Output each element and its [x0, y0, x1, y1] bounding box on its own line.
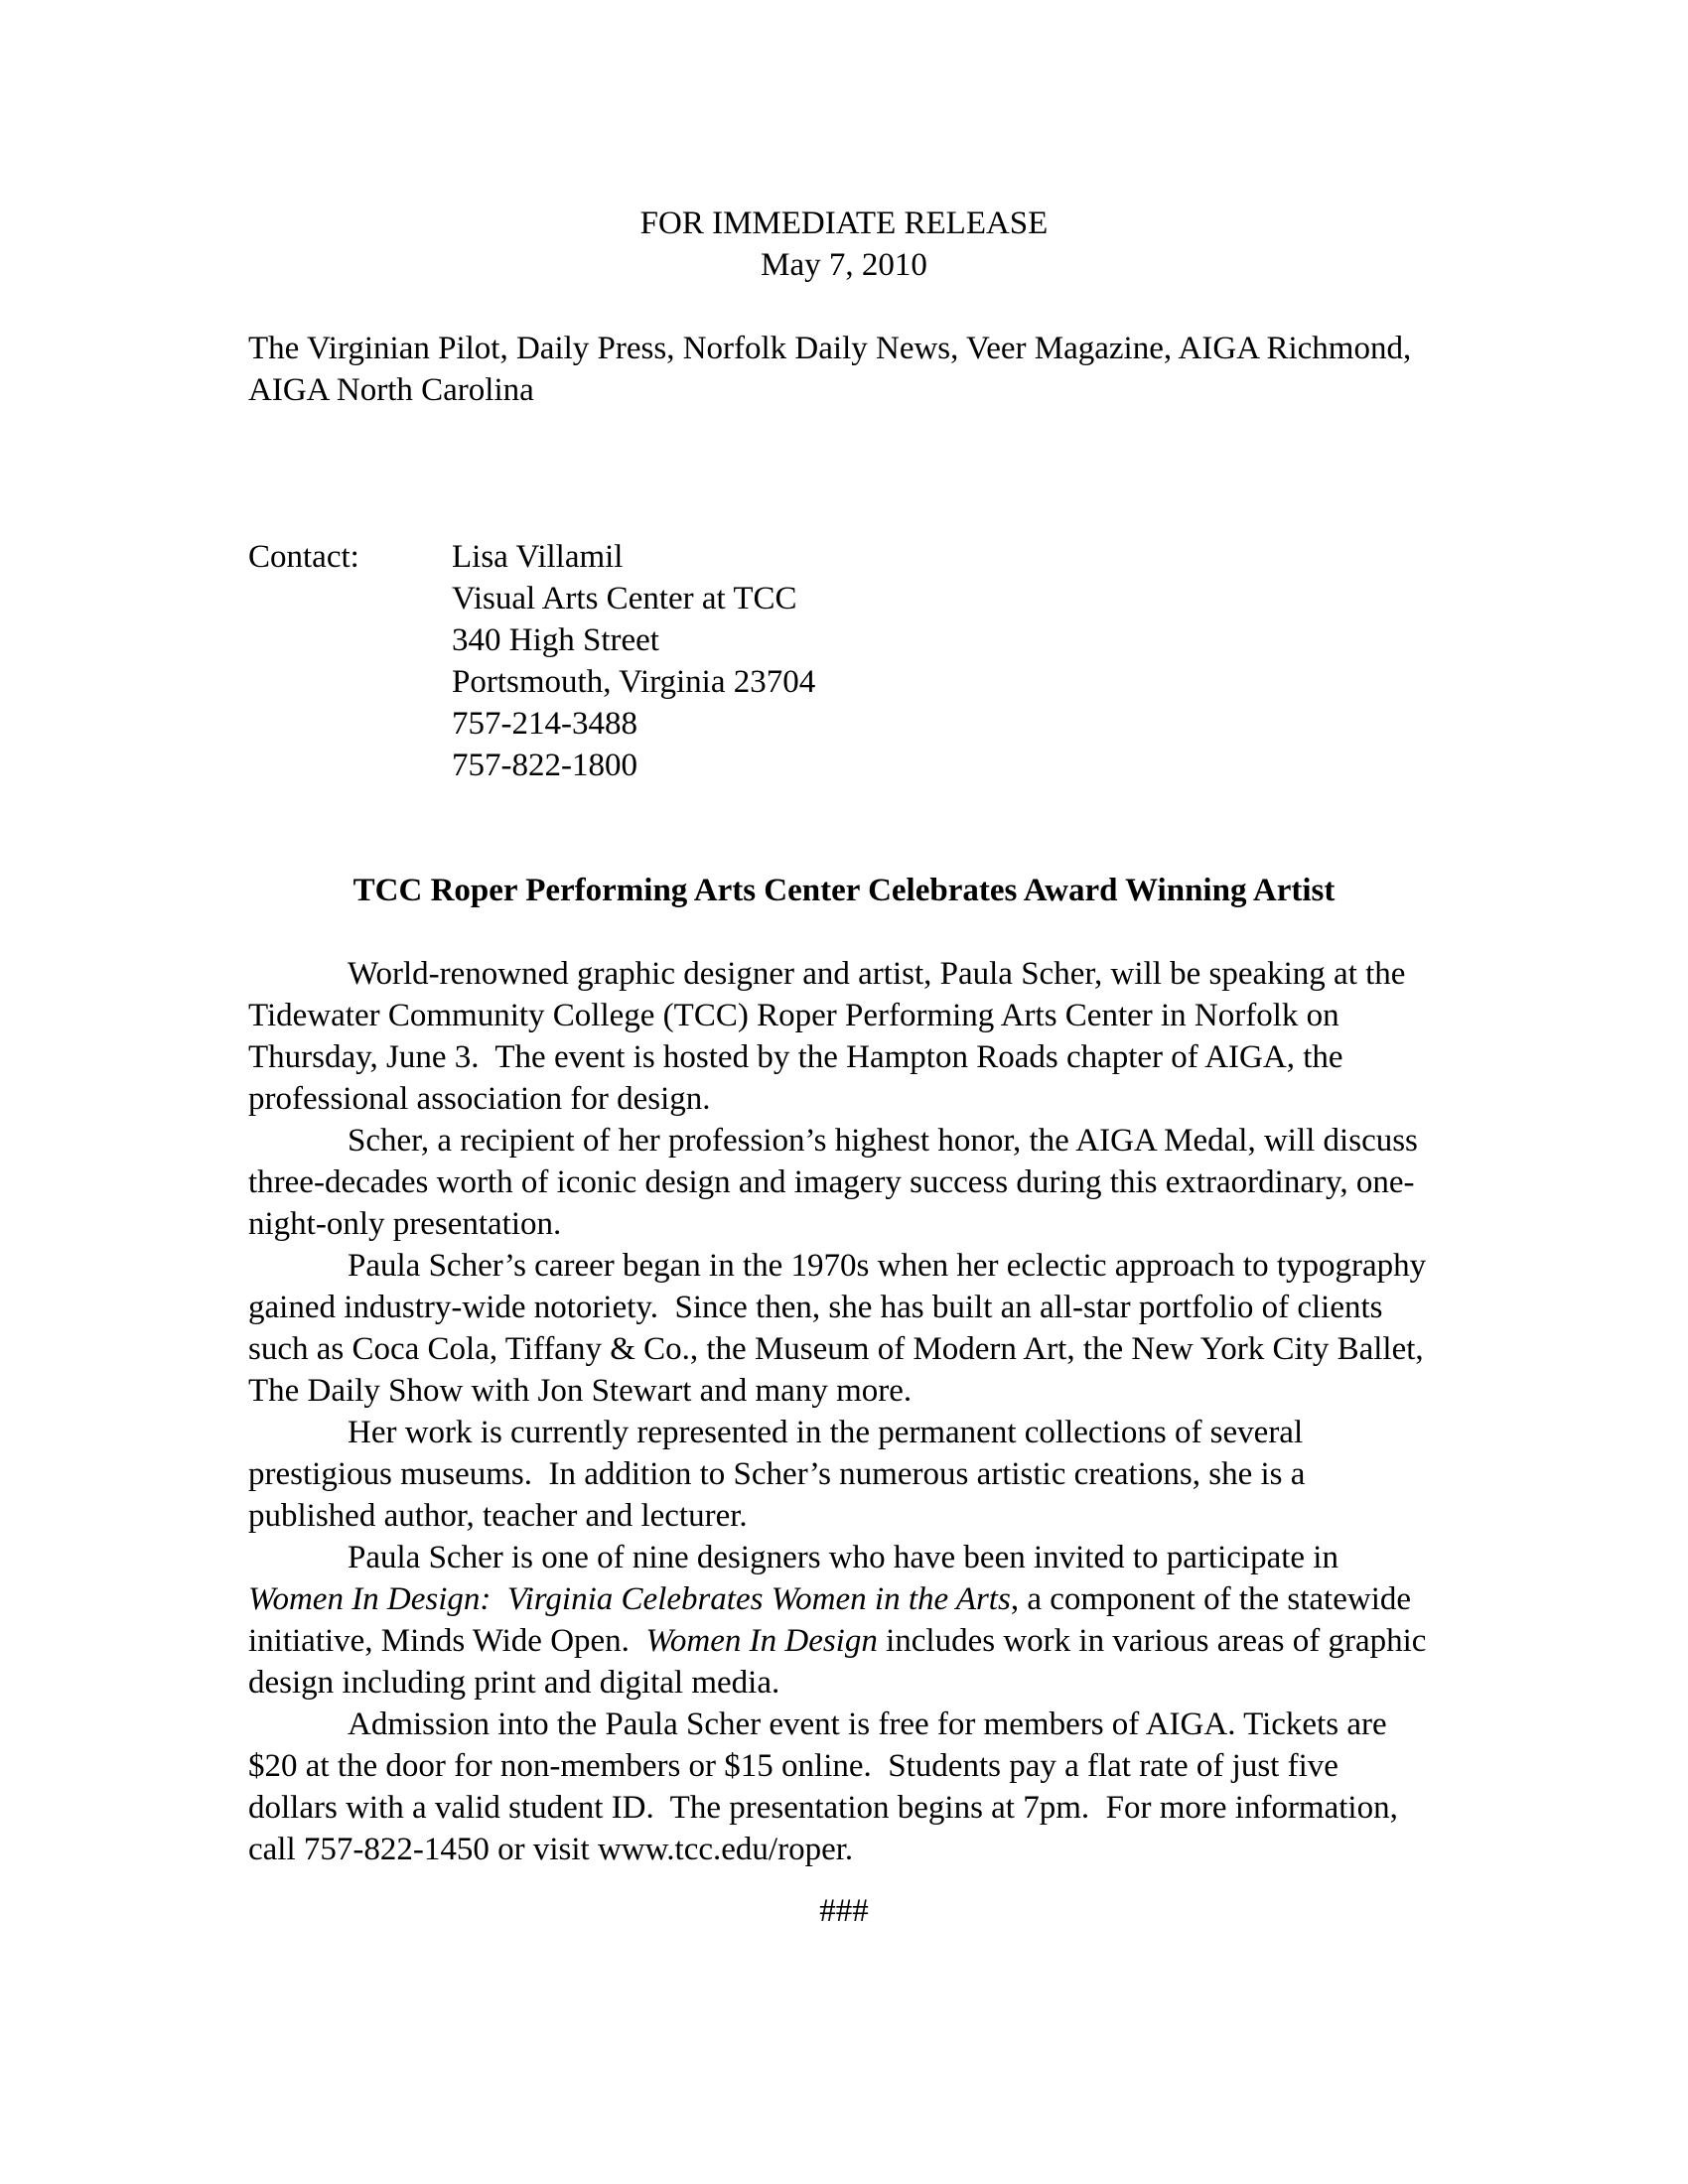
text-segment: includes work in various areas of graphic — [877, 1623, 1427, 1659]
text-segment: night-only presentation. — [248, 1206, 562, 1242]
body-line — [248, 1495, 1440, 1537]
press-release-body — [248, 953, 1440, 1870]
body-paragraph — [248, 953, 1440, 1120]
body-line — [248, 995, 1440, 1036]
text-segment: , a component of the statewide — [1010, 1581, 1412, 1617]
contact-block — [248, 536, 1440, 786]
body-paragraph — [248, 1537, 1440, 1704]
contact-line: Visual Arts Center at TCC — [452, 581, 797, 616]
body-line — [248, 1078, 1440, 1120]
text-segment: dollars with a valid student ID. The presentation begins at 7pm. For more information, — [248, 1790, 1398, 1826]
text-segment: prestigious museums. In addition to Scher’s numerous artistic creations, she is a — [248, 1456, 1306, 1492]
release-header — [248, 203, 1440, 286]
body-line — [248, 1036, 1440, 1078]
text-segment: Paula Scher’s career began in the 1970s when her eclectic approach to typography — [348, 1248, 1427, 1284]
contact-label: Contact: — [248, 539, 359, 575]
contact-line: Lisa Villamil — [452, 539, 624, 575]
body-line — [248, 1370, 1440, 1412]
text-segment: gained industry-wide notoriety. Since then, she has built an all-star portfolio of clients — [248, 1290, 1383, 1325]
body-line — [248, 1203, 1440, 1245]
body-paragraph — [248, 1704, 1440, 1870]
text-segment: professional association for design. — [248, 1081, 711, 1117]
release-line: FOR IMMEDIATE RELEASE — [639, 205, 1049, 241]
body-line — [248, 1662, 1440, 1704]
italic-text-segment: Women In Design: Virginia Celebrates Women in the Arts — [248, 1581, 1011, 1617]
text-segment: Her work is currently represented in the permanent collections of several — [348, 1415, 1304, 1450]
contact-details — [452, 536, 815, 786]
text-segment: initiative, Minds Wide Open. — [248, 1623, 646, 1659]
text-segment: Thursday, June 3. The event is hosted by the Hampton Roads chapter of AIGA, the — [248, 1039, 1343, 1075]
body-line — [248, 1412, 1440, 1453]
body-line — [248, 1287, 1440, 1328]
body-line — [248, 1578, 1440, 1620]
contact-line: 340 High Street — [452, 622, 659, 658]
text-segment: design including print and digital media. — [248, 1665, 780, 1701]
text-segment: call 757-822-1450 or visit www.tcc.edu/roper. — [248, 1832, 854, 1867]
text-segment: World-renowned graphic designer and artist, Paula Scher, will be speaking at the — [348, 956, 1406, 992]
text-segment: Scher, a recipient of her profession’s highest honor, the AIGA Medal, will discuss — [348, 1123, 1418, 1159]
text-segment: Paula Scher is one of nine designers who have been invited to participate in — [348, 1540, 1338, 1575]
end-mark: ### — [819, 1893, 869, 1929]
text-segment: The Daily Show with Jon Stewart and many more. — [248, 1373, 913, 1409]
text-segment: three-decades worth of iconic design and imagery success during this extraordinary, one- — [248, 1164, 1415, 1200]
body-paragraph — [248, 1245, 1440, 1412]
text-segment: $20 at the door for non-members or $15 online. Students pay a flat rate of just five — [248, 1748, 1338, 1784]
headline: TCC Roper Performing Arts Center Celebrates Award Winning Artist — [352, 873, 1336, 908]
contact-line: Portsmouth, Virginia 23704 — [452, 664, 816, 700]
contact-line: 757-214-3488 — [452, 706, 637, 742]
body-line — [248, 953, 1440, 995]
date-line: May 7, 2010 — [761, 247, 927, 283]
body-line — [248, 1453, 1440, 1495]
body-line — [248, 1745, 1440, 1787]
body-line — [248, 1704, 1440, 1745]
recipients-list — [248, 328, 1440, 411]
body-paragraph — [248, 1120, 1440, 1245]
text-segment: Admission into the Paula Scher event is free for members of AIGA. Tickets are — [348, 1706, 1387, 1742]
body-line — [248, 1120, 1440, 1161]
italic-text-segment: Women In Design — [645, 1623, 878, 1659]
text-segment: Tidewater Community College (TCC) Roper Performing Arts Center in Norfolk on — [248, 998, 1339, 1033]
body-line — [248, 1537, 1440, 1578]
body-line — [248, 1328, 1440, 1370]
body-line — [248, 1245, 1440, 1287]
contact-line: 757-822-1800 — [452, 748, 637, 783]
text-segment: such as Coca Cola, Tiffany & Co., the Museum of Modern Art, the New York City Ballet, — [248, 1331, 1424, 1367]
recipients-line: The Virginian Pilot, Daily Press, Norfolk Daily News, Veer Magazine, AIGA Richmond, — [248, 331, 1412, 366]
body-line — [248, 1620, 1440, 1662]
text-segment: published author, teacher and lecturer. — [248, 1498, 748, 1534]
body-line — [248, 1161, 1440, 1203]
body-line — [248, 1787, 1440, 1829]
recipients-line: AIGA North Carolina — [248, 372, 534, 408]
body-paragraph — [248, 1412, 1440, 1537]
body-line — [248, 1829, 1440, 1870]
